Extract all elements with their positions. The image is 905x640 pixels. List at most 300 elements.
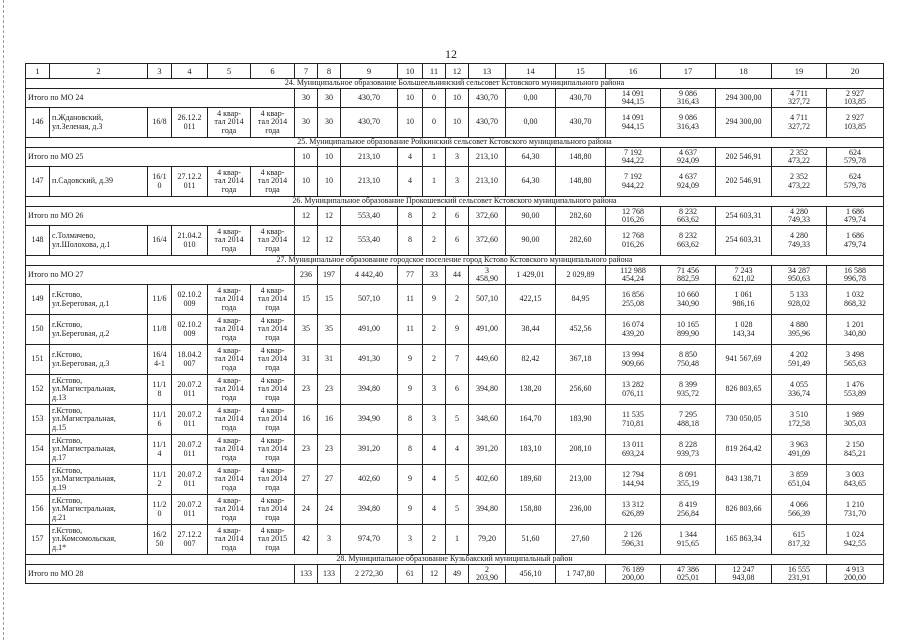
row-col-7: 27 [295,465,318,495]
row-col-16: 13 011 693,24 [606,435,661,465]
row-address: п.Ждановский, ул.Зеленая, д.3 [50,108,148,138]
row-col-19: 4 711 327,72 [772,108,827,138]
row-col-17: 9 086 316,43 [661,108,716,138]
row-number: 151 [26,345,50,375]
row-col-9: 553,40 [341,226,398,256]
row-col-10: 9 [398,345,423,375]
table-row [26,405,884,435]
column-number-9: 9 [341,64,398,79]
total-col-10: 77 [398,266,423,285]
row-col-8: 16 [318,405,341,435]
total-col-17: 4 637 924,09 [661,148,716,167]
row-col-12: 4 [446,435,469,465]
total-col-7: 133 [295,565,318,584]
row-col-8: 27 [318,465,341,495]
total-col-13: 2 203,90 [469,565,506,584]
row-col-13: 394,80 [469,495,506,525]
row-col-3: 11/2 0 [148,495,172,525]
row-col-12: 2 [446,285,469,315]
row-col-19: 4 280 749,33 [772,226,827,256]
table-row [26,375,884,405]
column-number-18: 18 [716,64,772,79]
row-col-20: 2 150 845,21 [827,435,884,465]
row-col-10: 10 [398,108,423,138]
total-col-9: 553,40 [341,207,398,226]
row-col-10: 8 [398,435,423,465]
row-col-15: 148,80 [556,167,606,197]
total-col-20: 4 913 200,00 [827,565,884,584]
table-row [26,226,884,256]
row-col-17: 4 637 924,09 [661,167,716,197]
column-number-15: 15 [556,64,606,79]
group-total-row [26,565,884,584]
row-address: г.Кстово, ул.Комсомольская, д.1* [50,525,148,555]
row-col-3: 16/1 0 [148,167,172,197]
total-col-10: 10 [398,89,423,108]
row-address: г.Кстово, ул.Магистральная, д.13 [50,375,148,405]
row-col-14: 164,70 [506,405,556,435]
row-number: 156 [26,495,50,525]
row-col-8: 31 [318,345,341,375]
section-title: 24. Муниципальное образование Большеельнинский сельсовет Кстовского муниципального района [26,79,884,89]
row-col-14: 422,15 [506,285,556,315]
row-col-9: 430,70 [341,108,398,138]
row-col-17: 1 344 915,65 [661,525,716,555]
row-col-18: 826 803,65 [716,375,772,405]
row-col-3: 11/1 6 [148,405,172,435]
row-col-13: 348,60 [469,405,506,435]
total-col-12: 6 [446,207,469,226]
row-col-12: 7 [446,345,469,375]
row-col-20: 1 210 731,70 [827,495,884,525]
total-col-19: 2 352 473,22 [772,148,827,167]
total-label: Итого по МО 26 [26,207,295,226]
row-col-13: 213,10 [469,167,506,197]
total-col-9: 2 272,30 [341,565,398,584]
row-col-20: 1 032 868,32 [827,285,884,315]
total-label: Итого по МО 25 [26,148,295,167]
table-row [26,167,884,197]
row-col-10: 8 [398,405,423,435]
row-col-18: 1 061 986,16 [716,285,772,315]
total-col-7: 30 [295,89,318,108]
row-col-6: 4 квар- тал 2014 года [251,108,295,138]
row-col-12: 1 [446,525,469,555]
row-col-11: 2 [423,345,446,375]
row-col-6: 4 квар- тал 2014 года [251,167,295,197]
row-col-15: 236,00 [556,495,606,525]
row-col-11: 3 [423,405,446,435]
row-number: 147 [26,167,50,197]
row-col-7: 35 [295,315,318,345]
row-col-11: 2 [423,525,446,555]
row-col-12: 9 [446,315,469,345]
row-col-8: 24 [318,495,341,525]
row-col-13: 491,00 [469,315,506,345]
row-col-14: 51,60 [506,525,556,555]
row-col-15: 213,00 [556,465,606,495]
row-col-9: 507,10 [341,285,398,315]
row-col-5: 4 квар- тал 2014 года [208,285,251,315]
page-margin-line [3,0,4,640]
column-number-19: 19 [772,64,827,79]
column-number-1: 1 [26,64,50,79]
row-col-4: 18.04.2 007 [172,345,208,375]
row-number: 150 [26,315,50,345]
row-col-7: 42 [295,525,318,555]
row-col-20: 2 927 103,85 [827,108,884,138]
row-col-7: 23 [295,375,318,405]
column-number-13: 13 [469,64,506,79]
row-col-5: 4 квар- тал 2014 года [208,375,251,405]
total-col-14: 64,30 [506,148,556,167]
row-col-12: 5 [446,495,469,525]
row-col-7: 12 [295,226,318,256]
row-address: с.Толмачево, ул.Шолохова, д.1 [50,226,148,256]
table-row [26,108,884,138]
row-col-17: 8 419 256,84 [661,495,716,525]
total-col-8: 133 [318,565,341,584]
row-col-11: 0 [423,108,446,138]
row-col-5: 4 квар- тал 2014 года [208,167,251,197]
row-col-12: 5 [446,405,469,435]
column-number-14: 14 [506,64,556,79]
row-col-17: 8 850 750,48 [661,345,716,375]
row-col-12: 5 [446,465,469,495]
row-number: 157 [26,525,50,555]
row-number: 153 [26,405,50,435]
total-col-12: 3 [446,148,469,167]
total-col-8: 12 [318,207,341,226]
row-col-18: 294 300,00 [716,108,772,138]
total-col-12: 10 [446,89,469,108]
row-col-6: 4 квар- тал 2014 года [251,285,295,315]
row-number: 146 [26,108,50,138]
row-col-4: 27.12.2 007 [172,525,208,555]
total-col-14: 90,00 [506,207,556,226]
row-col-11: 2 [423,226,446,256]
row-col-16: 13 282 076,11 [606,375,661,405]
row-col-15: 430,70 [556,108,606,138]
total-col-12: 44 [446,266,469,285]
row-col-17: 10 660 340,90 [661,285,716,315]
row-col-18: 730 050,05 [716,405,772,435]
row-col-14: 183,10 [506,435,556,465]
row-col-7: 24 [295,495,318,525]
row-col-3: 11/1 2 [148,465,172,495]
total-col-18: 12 247 943,08 [716,565,772,584]
row-col-16: 16 074 439,20 [606,315,661,345]
total-col-12: 49 [446,565,469,584]
row-col-19: 3 859 651,04 [772,465,827,495]
total-col-9: 430,70 [341,89,398,108]
row-col-15: 84,95 [556,285,606,315]
row-col-14: 90,00 [506,226,556,256]
total-label: Итого по МО 24 [26,89,295,108]
total-col-11: 2 [423,207,446,226]
row-col-16: 12 768 016,26 [606,226,661,256]
total-col-19: 34 287 950,63 [772,266,827,285]
row-col-6: 4 квар- тал 2014 года [251,465,295,495]
total-label: Итого по МО 27 [26,266,295,285]
total-col-19: 4 280 749,33 [772,207,827,226]
total-col-8: 197 [318,266,341,285]
total-col-13: 213,10 [469,148,506,167]
row-col-20: 1 201 340,80 [827,315,884,345]
total-col-9: 4 442,40 [341,266,398,285]
total-col-20: 2 927 103,85 [827,89,884,108]
section-header-row [26,138,884,148]
total-col-17: 8 232 663,62 [661,207,716,226]
row-col-4: 20.07.2 011 [172,495,208,525]
total-col-11: 33 [423,266,446,285]
row-col-7: 31 [295,345,318,375]
row-col-12: 6 [446,226,469,256]
column-number-8: 8 [318,64,341,79]
column-number-4: 4 [172,64,208,79]
row-col-7: 16 [295,405,318,435]
total-col-15: 148,80 [556,148,606,167]
row-col-16: 2 126 596,31 [606,525,661,555]
housing-program-table [25,63,884,584]
row-col-8: 35 [318,315,341,345]
row-col-9: 491,00 [341,315,398,345]
total-col-9: 213,10 [341,148,398,167]
total-col-16: 112 988 454,24 [606,266,661,285]
row-col-13: 507,10 [469,285,506,315]
row-col-9: 394,80 [341,495,398,525]
column-number-row [26,64,884,79]
row-col-7: 10 [295,167,318,197]
row-col-13: 402,60 [469,465,506,495]
row-col-16: 14 091 944,15 [606,108,661,138]
row-col-6: 4 квар- тал 2014 года [251,435,295,465]
total-col-7: 236 [295,266,318,285]
row-col-13: 394,80 [469,375,506,405]
row-col-16: 11 535 710,81 [606,405,661,435]
row-col-9: 394,90 [341,405,398,435]
total-col-11: 12 [423,565,446,584]
row-col-13: 391,20 [469,435,506,465]
section-header-row [26,197,884,207]
row-col-20: 3 498 565,63 [827,345,884,375]
row-col-20: 1 476 553,89 [827,375,884,405]
row-col-18: 254 603,31 [716,226,772,256]
row-col-8: 12 [318,226,341,256]
column-number-17: 17 [661,64,716,79]
row-col-6: 4 квар- тал 2014 года [251,226,295,256]
total-col-18: 202 546,91 [716,148,772,167]
row-col-19: 4 880 395,96 [772,315,827,345]
row-col-9: 974,70 [341,525,398,555]
row-col-4: 27.12.2 011 [172,167,208,197]
row-col-5: 4 квар- тал 2014 года [208,435,251,465]
row-col-18: 819 264,42 [716,435,772,465]
row-number: 148 [26,226,50,256]
row-col-19: 4 066 566,39 [772,495,827,525]
row-col-19: 2 352 473,22 [772,167,827,197]
total-col-16: 7 192 944,22 [606,148,661,167]
total-col-10: 61 [398,565,423,584]
total-col-15: 430,70 [556,89,606,108]
row-col-11: 4 [423,495,446,525]
total-col-15: 2 029,89 [556,266,606,285]
row-col-4: 21.04.2 010 [172,226,208,256]
total-col-14: 456,10 [506,565,556,584]
row-col-4: 20.07.2 011 [172,405,208,435]
row-col-10: 4 [398,167,423,197]
row-col-16: 13 994 909,66 [606,345,661,375]
column-number-2: 2 [50,64,148,79]
row-col-19: 3 510 172,58 [772,405,827,435]
column-number-11: 11 [423,64,446,79]
total-col-19: 16 555 231,91 [772,565,827,584]
row-col-12: 3 [446,167,469,197]
row-col-6: 4 квар- тал 2014 года [251,375,295,405]
row-col-10: 9 [398,375,423,405]
row-col-12: 6 [446,375,469,405]
row-col-17: 8 399 935,72 [661,375,716,405]
row-col-14: 38,44 [506,315,556,345]
section-title: 25. Муниципальное образование Ройкинский сельсовет Кстовского муниципального района [26,138,884,148]
row-col-3: 11/1 4 [148,435,172,465]
row-col-4: 02.10.2 009 [172,315,208,345]
total-col-16: 14 091 944,15 [606,89,661,108]
row-col-9: 402,60 [341,465,398,495]
table-row [26,345,884,375]
row-col-14: 138,20 [506,375,556,405]
row-col-19: 5 133 928,02 [772,285,827,315]
row-col-11: 1 [423,167,446,197]
total-col-15: 282,60 [556,207,606,226]
row-col-8: 15 [318,285,341,315]
row-col-6: 4 квар- тал 2014 года [251,405,295,435]
group-total-row [26,266,884,285]
row-number: 149 [26,285,50,315]
row-col-11: 9 [423,285,446,315]
row-col-6: 4 квар- тал 2014 года [251,345,295,375]
group-total-row [26,89,884,108]
row-address: г.Кстово, ул.Береговая, д.3 [50,345,148,375]
row-number: 155 [26,465,50,495]
total-label: Итого по МО 28 [26,565,295,584]
row-col-10: 9 [398,465,423,495]
total-col-7: 12 [295,207,318,226]
total-col-14: 1 429,01 [506,266,556,285]
row-col-5: 4 квар- тал 2014 года [208,405,251,435]
row-col-7: 15 [295,285,318,315]
total-col-16: 76 189 200,00 [606,565,661,584]
section-header-row [26,555,884,565]
total-col-13: 3 458,90 [469,266,506,285]
row-col-3: 16/2 50 [148,525,172,555]
row-col-14: 82,42 [506,345,556,375]
row-col-14: 189,60 [506,465,556,495]
row-address: г.Кстово, ул.Береговая, д.2 [50,315,148,345]
row-col-8: 3 [318,525,341,555]
row-col-13: 79,20 [469,525,506,555]
row-col-9: 394,80 [341,375,398,405]
row-col-19: 3 963 491,09 [772,435,827,465]
group-total-row [26,207,884,226]
row-col-20: 1 024 942,55 [827,525,884,555]
row-col-8: 23 [318,435,341,465]
row-col-6: 4 квар- тал 2014 года [251,495,295,525]
row-col-12: 10 [446,108,469,138]
column-number-7: 7 [295,64,318,79]
total-col-11: 1 [423,148,446,167]
column-number-5: 5 [208,64,251,79]
row-address: г.Кстово, ул.Магистральная, д.21 [50,495,148,525]
row-col-16: 16 856 255,08 [606,285,661,315]
row-col-3: 11/6 [148,285,172,315]
row-col-15: 452,56 [556,315,606,345]
row-col-4: 20.07.2 011 [172,465,208,495]
total-col-20: 16 588 996,78 [827,266,884,285]
row-col-6: 4 квар- тал 2014 года [251,315,295,345]
total-col-18: 294 300,00 [716,89,772,108]
total-col-16: 12 768 016,26 [606,207,661,226]
row-number: 152 [26,375,50,405]
total-col-10: 8 [398,207,423,226]
total-col-11: 0 [423,89,446,108]
row-col-18: 202 546,91 [716,167,772,197]
column-number-12: 12 [446,64,469,79]
total-col-14: 0,00 [506,89,556,108]
row-col-20: 1 686 479,74 [827,226,884,256]
row-col-4: 02.10.2 009 [172,285,208,315]
row-address: г.Кстово, ул.Магистральная, д.15 [50,405,148,435]
table-row [26,435,884,465]
row-col-9: 491,30 [341,345,398,375]
row-col-10: 8 [398,226,423,256]
row-col-17: 8 091 355,19 [661,465,716,495]
row-col-18: 941 567,69 [716,345,772,375]
row-col-5: 4 квар- тал 2014 года [208,315,251,345]
row-col-18: 165 863,34 [716,525,772,555]
row-col-6: 4 квар- тал 2015 года [251,525,295,555]
total-col-15: 1 747,80 [556,565,606,584]
row-col-4: 26.12.2 011 [172,108,208,138]
row-col-5: 4 квар- тал 2014 года [208,495,251,525]
row-col-15: 183,90 [556,405,606,435]
row-col-8: 30 [318,108,341,138]
row-col-5: 4 квар- тал 2014 года [208,345,251,375]
row-col-19: 4 055 336,74 [772,375,827,405]
group-total-row [26,148,884,167]
table-row [26,285,884,315]
row-col-9: 213,10 [341,167,398,197]
row-col-4: 20.07.2 011 [172,435,208,465]
table-row [26,525,884,555]
row-col-13: 430,70 [469,108,506,138]
row-col-10: 11 [398,285,423,315]
row-col-7: 23 [295,435,318,465]
row-col-3: 11/1 8 [148,375,172,405]
row-col-18: 1 028 143,34 [716,315,772,345]
row-col-17: 10 165 899,90 [661,315,716,345]
total-col-18: 7 243 621,02 [716,266,772,285]
row-col-15: 367,18 [556,345,606,375]
row-col-14: 0,00 [506,108,556,138]
table-row [26,315,884,345]
total-col-10: 4 [398,148,423,167]
row-col-11: 4 [423,435,446,465]
row-col-19: 615 817,32 [772,525,827,555]
section-header-row [26,256,884,266]
row-address: г.Кстово, ул.Магистральная, д.19 [50,465,148,495]
row-address: п.Садовский, д.39 [50,167,148,197]
